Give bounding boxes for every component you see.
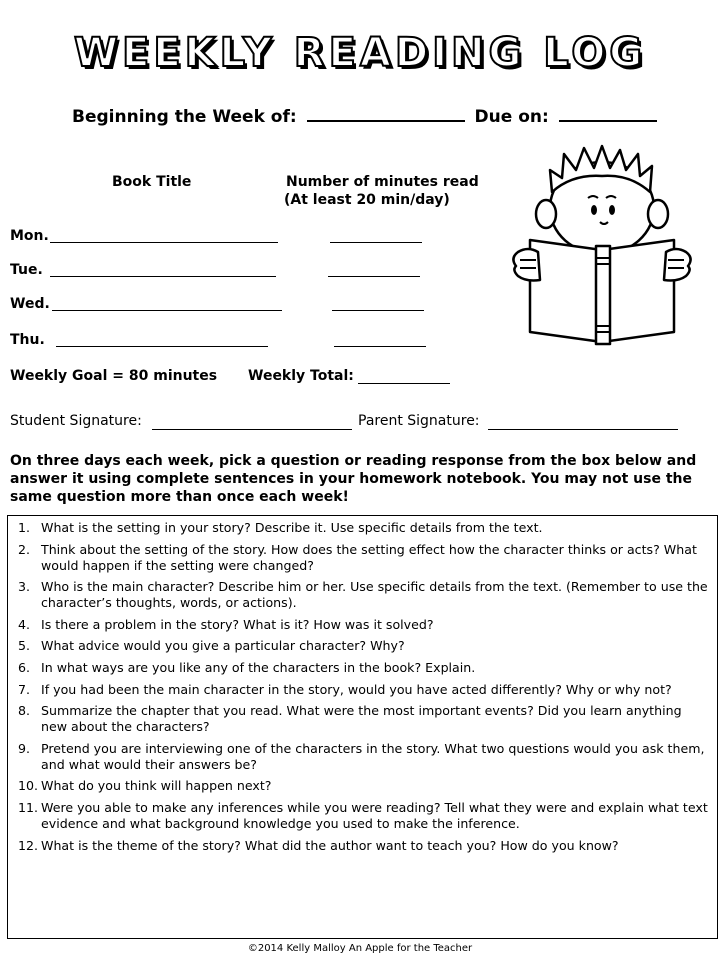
parent-signature-field[interactable] [488,429,678,430]
question-text: Who is the main character? Describe him or her. Use specific details from the text. (Remember to use the character’s thoughts, words, or actions). [41,579,708,611]
parent-signature-label: Parent Signature: [358,413,480,429]
question-number: 1. [18,520,31,535]
question-item [10,660,710,676]
weekly-total-field[interactable] [358,383,450,384]
question-number: 11. [18,799,39,815]
boy-reading-illustration [510,140,720,350]
question-number: 12. [18,837,39,853]
book-title-field[interactable] [56,346,268,347]
question-text: In what ways are you like any of the characters in the book? Explain. [41,659,476,675]
minutes-header: Number of minutes read [286,174,479,190]
day-label: Wed. [10,296,50,312]
weekly-total-label: Weekly Total: [248,368,354,384]
minutes-field[interactable] [332,310,424,311]
question-text: What is the setting in your story? Describe it. Use specific details from the text. [41,520,543,535]
due-label: Due on: [474,107,549,127]
question-number: 2. [18,541,31,557]
footer-credit: ©2014 Kelly Malloy An Apple for the Teacher [247,943,473,954]
question-text: If you had been the main character in the story, would you have acted differently? Why or why not? [41,681,672,697]
question-number: 4. [18,616,31,632]
question-item [10,778,710,794]
reading-row-mon [10,228,490,248]
minutes-note: (At least 20 min/day) [284,192,450,208]
beginning-date-field[interactable] [307,104,465,122]
question-item [10,800,710,832]
book-title-field[interactable] [52,310,282,311]
question-text: What advice would you give a particular character? Why? [41,638,405,654]
reading-row-thu [10,332,490,352]
weekly-goal: Weekly Goal = 80 minutes [10,368,218,384]
reading-row-tue [10,262,490,282]
beginning-label: Beginning the Week of: [72,107,297,127]
student-signature-label: Student Signature: [10,413,142,429]
question-number: 8. [18,703,31,719]
question-number: 5. [18,638,31,654]
question-text: What do you think will happen next? [41,778,272,794]
due-date-field[interactable] [559,104,657,122]
book-title-header: Book Title [112,174,192,190]
day-label: Mon. [10,228,49,244]
question-text: What is the theme of the story? What did the author want to teach you? How do you know? [41,837,619,853]
question-item [10,617,710,633]
question-list [10,520,710,859]
week-header [72,104,657,127]
question-item [10,682,710,698]
minutes-field[interactable] [334,346,426,347]
minutes-field[interactable] [328,276,420,277]
question-number: 10. [18,778,39,794]
question-item [10,579,710,611]
question-item [10,838,710,854]
question-item [10,520,710,536]
question-text: Is there a problem in the story? What is it? How was it solved? [41,616,434,632]
day-label: Tue. [10,262,43,278]
question-item [10,741,710,773]
question-number: 6. [18,659,31,675]
book-title-field[interactable] [50,242,278,243]
instructions: On three days each week, pick a question or reading response from the box below and answer it using complete sentences in your homework notebook. You may not use the same question more than once each week! [10,453,697,505]
question-text: Think about the setting of the story. How does the setting effect how the character thinks or acts? What would happen if the setting were changed? [41,541,697,573]
question-item [10,638,710,654]
reading-row-wed [10,296,490,316]
question-number: 3. [18,579,31,595]
question-number: 9. [18,740,31,756]
question-text: Summarize the chapter that you read. What were the most important events? Did you learn anything new about the characters? [41,703,682,735]
question-text: Were you able to make any inferences while you were reading? Tell what they were and explain what text evidence and what background knowledge you used to make the inference. [41,799,708,831]
question-number: 7. [18,681,31,697]
book-title-field[interactable] [50,276,276,277]
day-label: Thu. [10,332,45,348]
minutes-field[interactable] [330,242,422,243]
question-item [10,542,710,574]
student-signature-field[interactable] [152,429,352,430]
question-text: Pretend you are interviewing one of the characters in the story. What two questions would you ask them, and what would their answers be? [41,740,705,772]
page-title: WEEKLY READING LOG [73,30,647,76]
question-item [10,703,710,735]
